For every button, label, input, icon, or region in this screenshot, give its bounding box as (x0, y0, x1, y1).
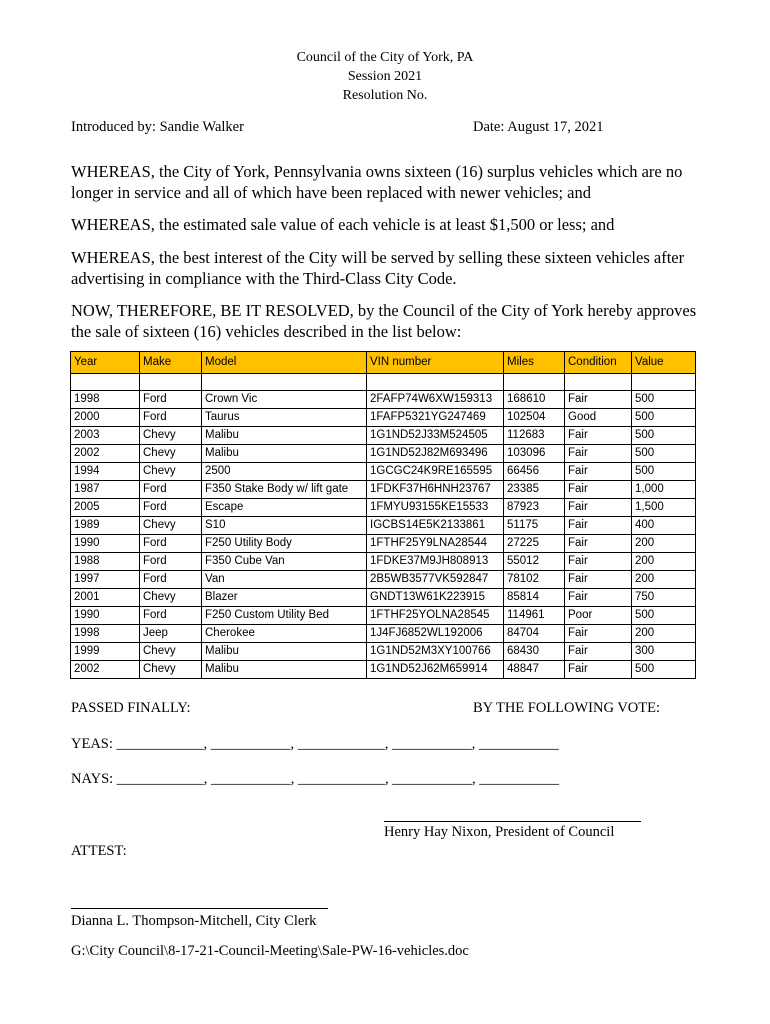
cell-value: 500 (632, 445, 696, 463)
table-row (71, 499, 696, 517)
column-header-year: Year (71, 352, 140, 374)
cell-miles: 87923 (504, 499, 565, 517)
cell-miles: 68430 (504, 643, 565, 661)
cell-condition: Fair (565, 661, 632, 679)
passed-finally-label: PASSED FINALLY: (71, 700, 191, 716)
cell-model: F250 Utility Body (202, 535, 367, 553)
table-row (71, 607, 696, 625)
cell-model: Cherokee (202, 625, 367, 643)
cell-model: Malibu (202, 445, 367, 463)
cell-make: Ford (140, 607, 202, 625)
resolution-header (0, 48, 770, 105)
cell-vin: 2B5WB3577VK592847 (367, 571, 504, 589)
cell-value: 200 (632, 625, 696, 643)
cell-make: Chevy (140, 427, 202, 445)
cell-miles: 85814 (504, 589, 565, 607)
whereas-paragraph-2: WHEREAS, the estimated sale value of each vehicle is at least $1,500 or less; and (71, 215, 615, 234)
cell-vin: 1G1ND52J62M659914 (367, 661, 504, 679)
cell-value: 500 (632, 607, 696, 625)
cell-vin: GNDT13W61K223915 (367, 589, 504, 607)
cell-condition: Poor (565, 607, 632, 625)
table-row (71, 589, 696, 607)
cell-condition: Good (565, 409, 632, 427)
column-header-condition: Condition (565, 352, 632, 374)
table-row (71, 571, 696, 589)
cell-miles: 84704 (504, 625, 565, 643)
table-row (71, 391, 696, 409)
cell-vin: IGCBS14E5K2133861 (367, 517, 504, 535)
cell-model: Van (202, 571, 367, 589)
cell-condition: Fair (565, 643, 632, 661)
table-row (71, 535, 696, 553)
cell-make: Chevy (140, 589, 202, 607)
cell-model: S10 (202, 517, 367, 535)
cell-miles: 55012 (504, 553, 565, 571)
cell-value: 500 (632, 427, 696, 445)
cell-condition: Fair (565, 553, 632, 571)
cell-year: 2000 (71, 409, 140, 427)
cell-condition: Fair (565, 589, 632, 607)
cell-value: 400 (632, 517, 696, 535)
cell-year: 2005 (71, 499, 140, 517)
cell-year: 1987 (71, 481, 140, 499)
cell-year: 2002 (71, 445, 140, 463)
header-resolution-no: Resolution No. (342, 88, 428, 103)
cell-vin: 1G1ND52J33M524505 (367, 427, 504, 445)
cell-year: 1990 (71, 607, 140, 625)
cell-value: 500 (632, 463, 696, 481)
table-row (71, 661, 696, 679)
cell-year: 1994 (71, 463, 140, 481)
cell-condition: Fair (565, 445, 632, 463)
cell-miles: 66456 (504, 463, 565, 481)
cell-model: Malibu (202, 643, 367, 661)
cell-miles: 78102 (504, 571, 565, 589)
column-header-make: Make (140, 352, 202, 374)
cell-make: Chevy (140, 661, 202, 679)
cell-year: 1998 (71, 391, 140, 409)
cell-condition: Fair (565, 481, 632, 499)
cell-miles: 168610 (504, 391, 565, 409)
column-header-value: Value (632, 352, 696, 374)
cell-year: 2003 (71, 427, 140, 445)
cell-model: F350 Stake Body w/ lift gate (202, 481, 367, 499)
cell-make: Chevy (140, 517, 202, 535)
nays-line: NAYS: ____________, ___________, ____________, ___________, ___________ (71, 771, 560, 787)
cell-condition: Fair (565, 391, 632, 409)
cell-vin: 1J4FJ6852WL192006 (367, 625, 504, 643)
table-row (71, 463, 696, 481)
table-row (71, 445, 696, 463)
table-row (71, 481, 696, 499)
cell-miles: 103096 (504, 445, 565, 463)
blank-row (71, 374, 696, 391)
cell-value: 750 (632, 589, 696, 607)
table-row (71, 643, 696, 661)
cell-vin: 1FTHF25YOLNA28545 (367, 607, 504, 625)
cell-value: 200 (632, 571, 696, 589)
table-row (71, 427, 696, 445)
table-row (71, 517, 696, 535)
president-signature-line (384, 821, 641, 822)
cell-value: 300 (632, 643, 696, 661)
cell-value: 500 (632, 409, 696, 427)
cell-year: 2002 (71, 661, 140, 679)
cell-miles: 102504 (504, 409, 565, 427)
cell-vin: 1FAFP5321YG247469 (367, 409, 504, 427)
cell-vin: 1FTHF25Y9LNA28544 (367, 535, 504, 553)
cell-vin: 1FDKF37H6HNH23767 (367, 481, 504, 499)
table-row (71, 409, 696, 427)
cell-miles: 48847 (504, 661, 565, 679)
cell-miles: 112683 (504, 427, 565, 445)
cell-make: Ford (140, 409, 202, 427)
cell-year: 1997 (71, 571, 140, 589)
cell-condition: Fair (565, 625, 632, 643)
cell-make: Ford (140, 535, 202, 553)
cell-condition: Fair (565, 571, 632, 589)
table-row (71, 553, 696, 571)
table-body (71, 374, 696, 679)
cell-vin: 2FAFP74W6XW159313 (367, 391, 504, 409)
whereas-paragraph-1: WHEREAS, the City of York, Pennsylvania owns sixteen (16) surplus vehicles which are no longer in service and all of which have been replaced with newer vehicles; and (71, 162, 683, 202)
cell-year: 1998 (71, 625, 140, 643)
cell-model: Escape (202, 499, 367, 517)
column-header-vin: VIN number (367, 352, 504, 374)
cell-value: 500 (632, 391, 696, 409)
cell-miles: 23385 (504, 481, 565, 499)
whereas-paragraph-3: WHEREAS, the best interest of the City will be served by selling these sixteen vehicles after advertising in compliance with the Third-Class City Code. (71, 248, 685, 288)
yeas-line: YEAS: ____________, ___________, ____________, ___________, ___________ (71, 736, 559, 752)
president-name: Henry Hay Nixon, President of Council (384, 824, 615, 840)
header-session: Session 2021 (347, 69, 423, 84)
column-header-miles: Miles (504, 352, 565, 374)
cell-condition: Fair (565, 427, 632, 445)
clerk-name: Dianna L. Thompson-Mitchell, City Clerk (71, 913, 317, 929)
cell-year: 1988 (71, 553, 140, 571)
cell-value: 1,000 (632, 481, 696, 499)
cell-model: Taurus (202, 409, 367, 427)
cell-model: Malibu (202, 427, 367, 445)
cell-make: Ford (140, 499, 202, 517)
cell-value: 1,500 (632, 499, 696, 517)
cell-condition: Fair (565, 535, 632, 553)
cell-value: 200 (632, 535, 696, 553)
cell-condition: Fair (565, 463, 632, 481)
cell-miles: 114961 (504, 607, 565, 625)
cell-model: Malibu (202, 661, 367, 679)
cell-model: Crown Vic (202, 391, 367, 409)
cell-vin: 1G1ND52M3XY100766 (367, 643, 504, 661)
cell-value: 200 (632, 553, 696, 571)
cell-model: 2500 (202, 463, 367, 481)
column-header-model: Model (202, 352, 367, 374)
cell-vin: 1FDKE37M9JH808913 (367, 553, 504, 571)
cell-year: 2001 (71, 589, 140, 607)
cell-vin: 1GCGC24K9RE165595 (367, 463, 504, 481)
attest-label: ATTEST: (71, 843, 127, 859)
table-header-row (71, 352, 696, 374)
cell-model: F350 Cube Van (202, 553, 367, 571)
cell-make: Jeep (140, 625, 202, 643)
vehicle-table (70, 351, 696, 679)
cell-year: 1989 (71, 517, 140, 535)
cell-make: Ford (140, 481, 202, 499)
introduced-by: Introduced by: Sandie Walker (71, 119, 244, 135)
file-path: G:\City Council\8-17-21-Council-Meeting\Sale-PW-16-vehicles.doc (71, 943, 469, 959)
vote-label: BY THE FOLLOWING VOTE: (473, 700, 661, 716)
cell-condition: Fair (565, 499, 632, 517)
header-council: Council of the City of York, PA (296, 50, 474, 65)
cell-make: Chevy (140, 445, 202, 463)
cell-make: Ford (140, 391, 202, 409)
cell-vin: 1G1ND52J82M693496 (367, 445, 504, 463)
cell-value: 500 (632, 661, 696, 679)
resolution-date: Date: August 17, 2021 (473, 119, 604, 135)
cell-condition: Fair (565, 517, 632, 535)
cell-year: 1999 (71, 643, 140, 661)
cell-miles: 27225 (504, 535, 565, 553)
table-row (71, 625, 696, 643)
cell-vin: 1FMYU93155KE15533 (367, 499, 504, 517)
cell-make: Ford (140, 571, 202, 589)
cell-make: Ford (140, 553, 202, 571)
cell-year: 1990 (71, 535, 140, 553)
cell-model: Blazer (202, 589, 367, 607)
cell-model: F250 Custom Utility Bed (202, 607, 367, 625)
cell-make: Chevy (140, 643, 202, 661)
resolved-paragraph: NOW, THEREFORE, BE IT RESOLVED, by the Council of the City of York hereby approves the sale of sixteen (16) vehicles described in the list below: (71, 301, 697, 341)
cell-make: Chevy (140, 463, 202, 481)
clerk-signature-line (71, 908, 328, 909)
cell-miles: 51175 (504, 517, 565, 535)
